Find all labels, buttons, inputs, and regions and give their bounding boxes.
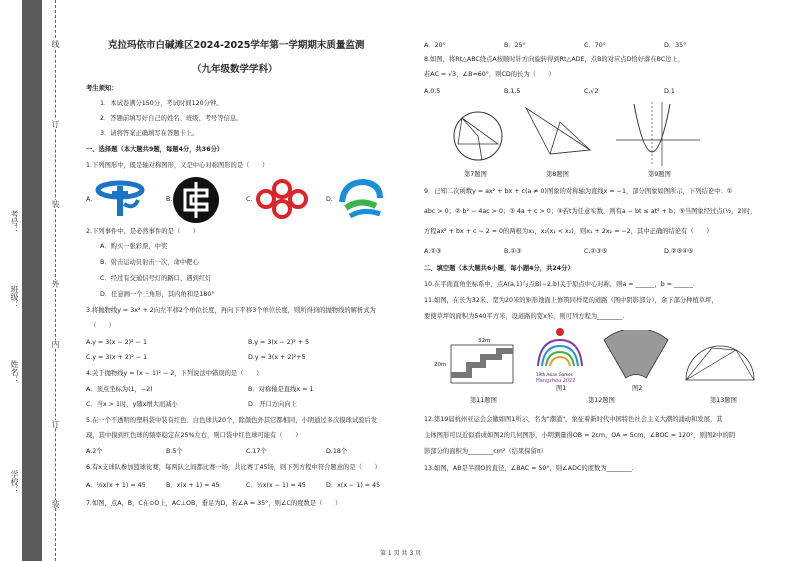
seal-word: 订 bbox=[51, 420, 60, 428]
q8-option: A.0.5 bbox=[424, 88, 441, 95]
q2-option: C．经过有交通信号灯的路口，遇到红灯 bbox=[100, 275, 212, 282]
q1-option-c: C. bbox=[246, 196, 253, 203]
q9-option: B.①③ bbox=[504, 248, 522, 255]
q7-option: A．20° bbox=[424, 42, 446, 49]
q4-option: B．对称轴是直线x = 1 bbox=[248, 386, 314, 393]
left-column bbox=[80, 0, 402, 540]
q5-option: B.5个 bbox=[166, 448, 183, 455]
bank-logo-icon bbox=[172, 176, 220, 224]
caption-fig7: 第7题图 bbox=[464, 171, 487, 178]
caption-fig8: 第8题图 bbox=[546, 171, 569, 178]
fig12-label-1: 图1 bbox=[556, 385, 567, 392]
q2-option: A．购买一张彩票，中奖 bbox=[100, 243, 168, 250]
section1-heading: 一、选择题（本大题共9题，每题4分，共36分） bbox=[86, 146, 224, 153]
figure-13-semicircle bbox=[682, 336, 758, 388]
q5-option: A.2个 bbox=[86, 448, 103, 455]
q2-option: B．射击运动员射击一次，命中靶心 bbox=[100, 259, 199, 266]
figure-9-parabola bbox=[612, 100, 702, 168]
question-11-line1: 11.如图，在长为32米、宽为20米的矩形地面上修筑同样宽的道路（图中阴影部分），余下部分种植草坪， bbox=[424, 297, 718, 304]
q9-option: A.②③ bbox=[424, 248, 442, 255]
question-8-line2: 若AC = √3，∠B=60°，则CD的长为（ ） bbox=[424, 71, 555, 78]
binding-strip bbox=[22, 0, 42, 561]
q6-option: C．½x(x − 1) = 45 bbox=[246, 482, 306, 489]
asian-games-city-text: Hangzhou 2022 bbox=[536, 378, 576, 384]
question-9-line3: 方程ax² + bx + c − 2 = 0的两根为x₁，x₂(x₁ < x₂)，则x₁ + 2x₂ = −2，其中正确的结论有（ ） bbox=[424, 228, 713, 235]
q3-option: A.y = 3(x − 2)² − 1 bbox=[86, 339, 147, 346]
fig12-label-2: 图2 bbox=[632, 385, 643, 392]
question-1: 1.下列图形中，既是轴对称图形，又是中心对称图形的是（ ） bbox=[86, 162, 269, 169]
seal-word: 装 bbox=[51, 200, 60, 208]
seal-word: 线 bbox=[51, 40, 60, 48]
caption-fig9: 第9题图 bbox=[648, 171, 671, 178]
q8-option: B.1.5 bbox=[504, 88, 521, 95]
telecom-logo-icon bbox=[94, 176, 146, 220]
q3-paren: （ ） bbox=[90, 322, 116, 329]
q3-option: C.y = 3(x + 2)² − 1 bbox=[86, 354, 148, 361]
asian-games-event-text: 19th Asian Games bbox=[536, 372, 573, 377]
caption-fig11: 第11题图 bbox=[470, 397, 497, 404]
q5-option: D.18个 bbox=[326, 448, 348, 455]
q1-option-a: A. bbox=[86, 196, 93, 203]
question-5-line2: 现，其中摸到红色球的频率稳定在25%左右，则口袋中红色球可能有（ ） bbox=[86, 432, 302, 439]
q2-option: D．任意画一个三角形，其内角和是180° bbox=[100, 291, 215, 298]
q6-option: A．½x(x + 1) = 45 bbox=[86, 482, 146, 489]
q9-option: D.②③④⑤ bbox=[664, 248, 694, 255]
exam-subtitle: （九年级数学学科） bbox=[192, 64, 278, 75]
q6-option: D．x(x − 1) = 45 bbox=[326, 482, 381, 489]
q4-option: A．顶点坐标为(1，−2) bbox=[86, 386, 153, 393]
notes-heading: 考生须知： bbox=[86, 85, 118, 92]
seal-word: 订 bbox=[51, 120, 60, 128]
note-item: 2．答题前填写好自己的姓名、班级、考号等信息。 bbox=[100, 115, 243, 122]
seal-word: 外 bbox=[51, 280, 60, 288]
note-item: 1．本试卷满分150分，考试时间120分钟。 bbox=[100, 100, 223, 107]
question-3: 3.将抛物线y = 3x² + 2向左平移2个单位长度，再向下平移3个单位长度，则所得到的抛物线的解析式为 bbox=[86, 307, 376, 314]
figure-11-field bbox=[450, 344, 514, 384]
caption-fig12: 第12题图 bbox=[588, 397, 615, 404]
q8-option: C.√2 bbox=[584, 88, 599, 95]
question-12-line1: 12.第19届杭州亚运会会徽如图1所示，名为"潮涌"，象征着新时代中国特色社会主义大潮的涌动和发展，其 bbox=[424, 416, 723, 423]
q3-option: B.y = 3(x − 2)² + 5 bbox=[248, 339, 310, 346]
school-label: 学校： bbox=[10, 470, 19, 494]
q9-option: C.②③⑤ bbox=[584, 248, 608, 255]
binding-margin bbox=[0, 0, 62, 561]
q7-option: D．35° bbox=[664, 42, 687, 49]
q6-option: B．x(x + 1) = 45 bbox=[166, 482, 220, 489]
q8-option: D.1 bbox=[664, 88, 675, 95]
q5-option: C.17个 bbox=[246, 448, 267, 455]
exam-id-label: 考号： bbox=[10, 210, 19, 234]
question-9-line1: 9．已知二次函数y = ax² + bx + c(a ≠ 0)图象的对称轴为直线x = −1，部分图象如图所示，下列结论中：① bbox=[424, 188, 733, 195]
q4-option: C．当x > 1时，y随x增大而减小 bbox=[86, 401, 178, 408]
q1-option-b: B. bbox=[166, 196, 173, 203]
class-label: 班级： bbox=[10, 285, 19, 309]
seal-word: 内 bbox=[51, 340, 60, 348]
fig11-width-label: 20m bbox=[434, 362, 447, 368]
exam-title: 克拉玛依市白碱滩区2024-2025学年第一学期期末质量监测 bbox=[108, 40, 365, 51]
figure-7-circle bbox=[448, 104, 508, 168]
question-4: 4.关于抛物线y = (x − 1)² − 2，下列说法中错误的是（ ） bbox=[86, 370, 263, 377]
question-8-line1: 8.如图，将Rt△ABC绕点A按顺时针方向旋转得到Rt△ADE，点B的对应点D恰好落在BC边上， bbox=[424, 56, 685, 63]
question-5-line1: 5.在一个不透明的塑料袋中装有红色、白色球共20个，除颜色外其它都相同，小明通过多次摸球试验后发 bbox=[86, 417, 378, 424]
q3-option: D.y = 3(x + 2)²+5 bbox=[248, 354, 306, 361]
question-2: 2.下列事件中，是必然事件的是（ ） bbox=[86, 228, 200, 235]
question-12-line3: 影部分的面积为________cm²（结果保留π） bbox=[424, 448, 547, 455]
fig11-length-label: 32m bbox=[478, 338, 491, 344]
q7-option: C．70° bbox=[584, 42, 606, 49]
name-label: 姓名： bbox=[10, 360, 19, 384]
q7-option: B．25° bbox=[504, 42, 526, 49]
seal-word: 装 bbox=[51, 500, 60, 508]
question-13: 13.如图，AB是半圆O的直径，∠BAC = 50°，则∠ADC的度数为________. bbox=[424, 465, 634, 472]
asian-games-emblem-icon bbox=[532, 326, 588, 372]
page-footer: 第 1 页 共 3 页 bbox=[380, 550, 422, 557]
right-column bbox=[420, 0, 782, 540]
question-11-line2: 要使草坪的面积为540平方米，设道路的宽x米，则可列方程为________. bbox=[424, 313, 625, 320]
question-10: 10.在平面直角坐标系中，点A(a,1)与点B(−2,b)关于原点中心对称，则a = ______，b = ______. bbox=[424, 281, 695, 288]
mobile-logo-icon bbox=[336, 176, 386, 222]
caption-fig13: 第13题图 bbox=[710, 397, 737, 404]
question-7: 7.如图，点A，B，C在⊙O上，AC⊥OB，垂足为D，若∠A = 35°，则∠C的度数是（ ） bbox=[86, 500, 342, 507]
figure-8-triangles bbox=[520, 104, 600, 168]
question-12-line2: 主体图形可以近似看成如图2的几何图形，小明测量得OB = 2cm，OA = 5cm，∠BOC = 120°，则图2中的阴 bbox=[424, 432, 736, 439]
section2-heading: 二、填空题（本大题共6小题，每小题4分，共24分） bbox=[424, 265, 574, 272]
chinese-knot-logo-icon bbox=[254, 178, 310, 220]
note-item: 3．请将答案正确填写在答题卡上。 bbox=[100, 130, 199, 137]
figure-12-fan bbox=[598, 330, 674, 386]
q4-option: D．开口方向向上 bbox=[248, 401, 297, 408]
question-6: 6.有x支球队参加篮球比赛，每两队之间都比赛一场，共比赛了45场，则下列方程中符合题意的是（ ） bbox=[86, 464, 381, 471]
question-9-line2: abc > 0；② b² − 4ac > 0；③ 4a + c > 0；④若t为任意实数，则有a − bt ≤ at² + b；⑤当图象经过点(½，2)时， bbox=[424, 208, 757, 215]
q1-option-d: D. bbox=[326, 196, 333, 203]
